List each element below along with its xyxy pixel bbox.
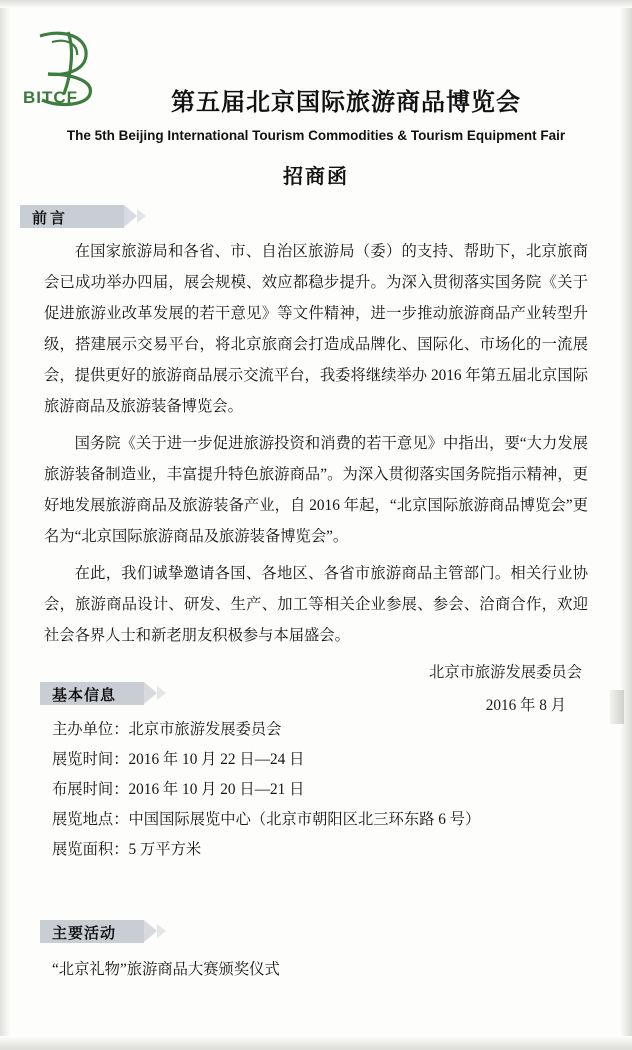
document-subtitle: 招商函 <box>283 166 349 188</box>
document-title-cn: 第五届北京国际旅游商品博览会 <box>171 90 521 116</box>
banner-arrow-icon <box>124 205 137 227</box>
info-row <box>52 835 592 865</box>
info-row <box>52 715 592 745</box>
scan-artifact-notch <box>610 690 624 724</box>
document-header <box>0 0 632 200</box>
bitcf-wordmark: BITCF <box>23 88 79 107</box>
info-row <box>52 745 592 775</box>
banner-arrow-secondary-icon <box>157 686 166 700</box>
info-value: 2016 年 10 月 22 日—24 日 <box>128 751 305 768</box>
info-label: 展览时间： <box>52 751 129 768</box>
banner-arrow-secondary-icon <box>157 924 166 938</box>
info-value: 中国国际展览中心（北京市朝阳区北三环东路 6 号） <box>128 811 481 828</box>
banner-arrow-icon <box>144 920 157 942</box>
banner-arrow-icon <box>144 682 157 704</box>
info-label: 布展时间： <box>52 781 129 798</box>
preface-signature: 北京市旅游发展委员会 <box>429 664 582 681</box>
info-value: 北京市旅游发展委员会 <box>128 721 282 738</box>
banner-arrow-secondary-icon <box>137 209 146 223</box>
scan-edge-bottom <box>0 1036 632 1050</box>
basic-info-list <box>52 715 592 865</box>
preface-date: 2016 年 8 月 <box>485 697 566 714</box>
section-title-main-activities: 主要活动 <box>52 926 117 942</box>
info-row <box>52 805 592 835</box>
section-title-preface: 前言 <box>32 211 69 227</box>
info-row <box>52 775 592 805</box>
document-title-en: The 5th Beijing International Tourism Commodities & Tourism Equipment Fair <box>66 128 566 143</box>
activity-list-item: “北京礼物”旅游商品大赛颁奖仪式 <box>52 961 280 978</box>
info-label: 展览地点： <box>52 811 129 828</box>
preface-paragraph-2: 国务院《关于进一步促进旅游投资和消费的若干意见》中指出，要“大力发展旅游装备制造业，丰富提升特色旅游商品”。为深入贯彻落实国务院指示精神，更好地发展旅游商品及旅游装备产业，自 2016 年起，“北京国际旅游商品博览会”更名为“北京国际旅游商品及旅游装备博览会”。 <box>44 435 588 545</box>
section-banner-preface <box>20 205 140 229</box>
preface-body <box>44 236 588 721</box>
section-banner-basic-info <box>40 682 160 706</box>
info-label: 展览面积： <box>52 841 129 858</box>
info-label: 主办单位： <box>52 721 129 738</box>
preface-paragraph-3: 在此，我们诚挚邀请各国、各地区、各省市旅游商品主管部门。相关行业协会，旅游商品设计、研发、生产、加工等相关企业参展、参会、洽商合作，欢迎社会各界人士和新老朋友积极参与本届盛会。 <box>44 565 588 644</box>
section-banner-main-activities <box>40 920 160 944</box>
section-title-basic-info: 基本信息 <box>52 688 117 704</box>
info-value: 2016 年 10 月 20 日—21 日 <box>128 781 305 798</box>
info-value: 5 万平方米 <box>128 841 202 858</box>
preface-paragraph-1: 在国家旅游局和各省、市、自治区旅游局（委）的支持、帮助下，北京旅商会已成功举办四届，展会规模、效应都稳步提升。为深入贯彻落实国务院《关于促进旅游业改革发展的若干意见》等文件精神，进一步推动旅游商品产业转型升级，搭建展示交易平台，将北京旅商会打造成品牌化、国际化、市场化的一流展会，提供更好的旅游商品展示交流平台，我委将继续举办 2016 年第五届北京国际旅游商品及旅游装备博览会。 <box>44 243 588 415</box>
